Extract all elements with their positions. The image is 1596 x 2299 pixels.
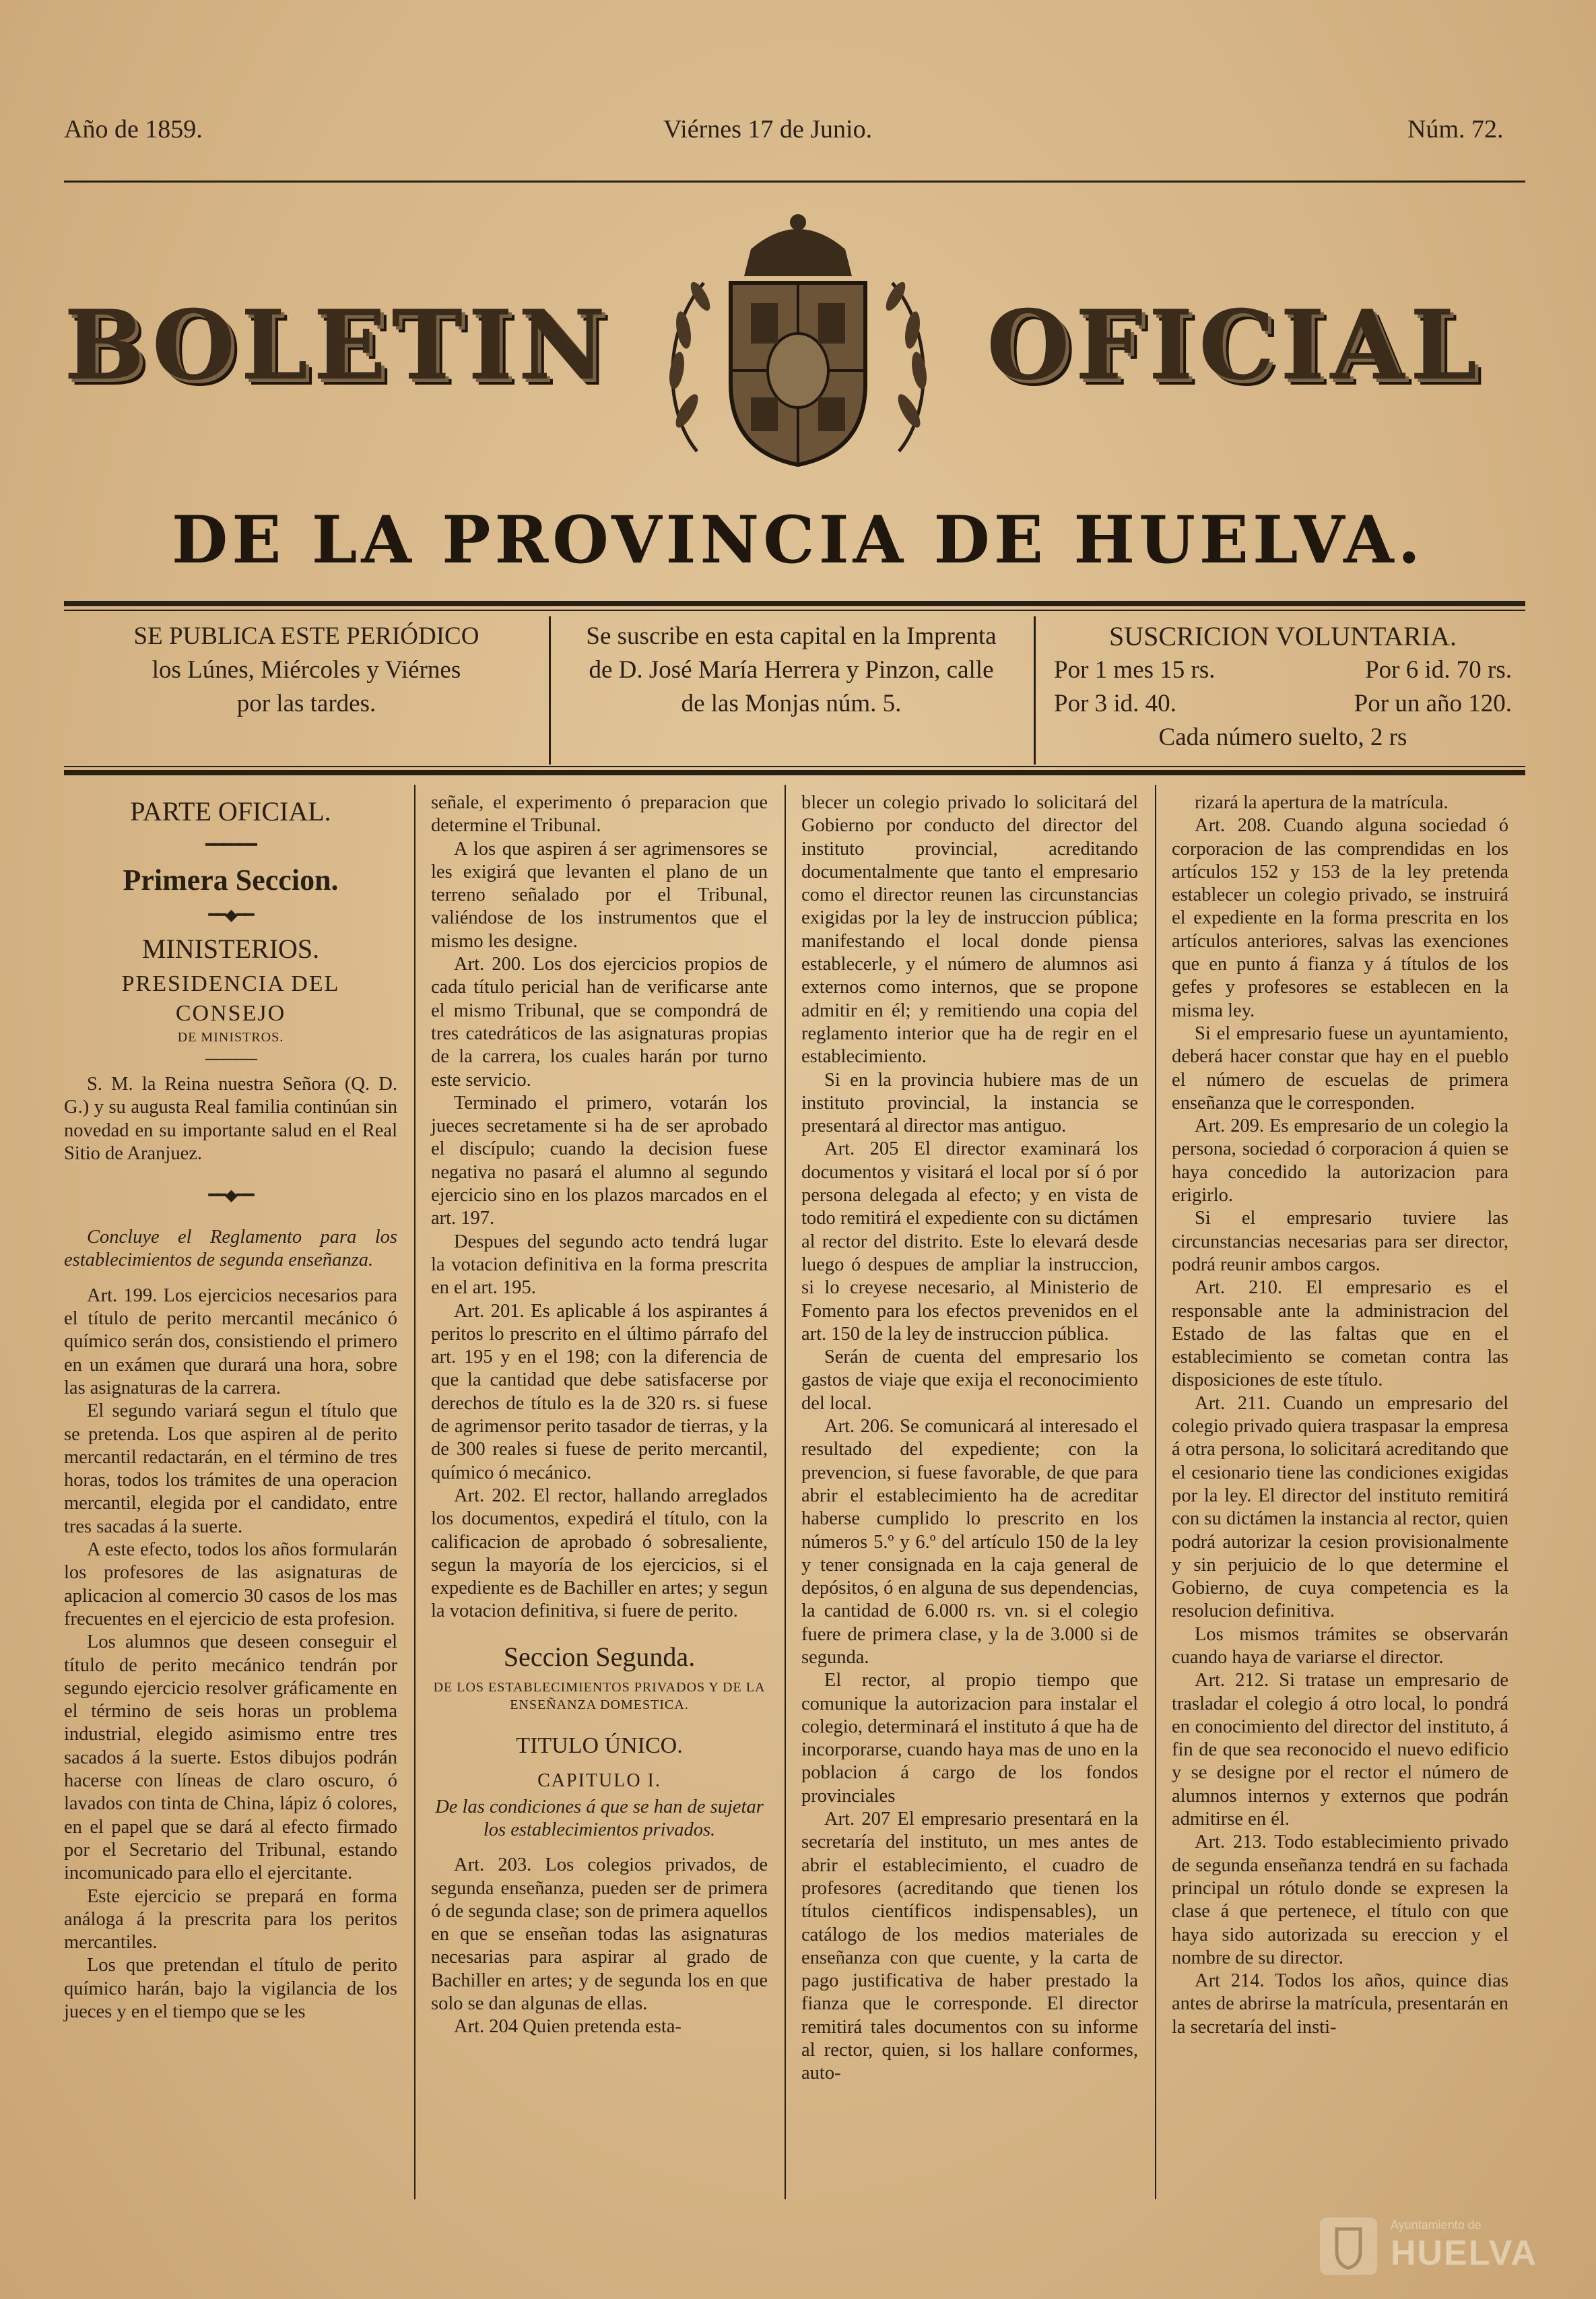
paragraph: Art. 201. Es aplicable á los aspirantes á peritos lo prescrito en el último párrafo del art. 195 y en el 198; con la diferencia de que la cantidad que debe satisfacerse por derechos de título es la de 320 rs. si fuese de agrimensor perito tasador de tierras, y la de 300 reales si fuese de perito mercantil, químico ó mecánico. (431, 1300, 768, 1483)
title-heading: TITULO ÚNICO. (516, 1733, 683, 1758)
paragraph: A este efecto, todos los años formularán los profesores de las asignaturas de aplicacion al comercio 30 casos de los mas frecuentes en el ejercicio de esta profesion. (64, 1539, 397, 1629)
ornament-divider: ━━◆━━ (208, 907, 253, 924)
column-divider (1155, 785, 1156, 2199)
watermark-text: Ayuntamiento de (1391, 2218, 1482, 2232)
paragraph: blecer un colegio privado lo solicitará del Gobierno por conducto del director del instituto provincial, acreditando documentalmente que tanto el empresario como el director reunen las circunstancias exigidas por la ley de instruccion pública; manifestando el local donde piensa establecerle, y el número de alumnos asi externos como internos, que se propone admitir en él; y remitiendo una copia del reglamento interior que ha de regir en el establecimiento. (801, 792, 1138, 1068)
price-cell: Por 3 id. 40. (1054, 690, 1176, 717)
paragraph: Art. 210. El empresario es el responsable ante la administracion del Estado de las faltas que en el establecimiento se cometan contra las disposiciones de este título. (1172, 1277, 1508, 1391)
ornament-divider: ───── (205, 1051, 257, 1068)
subscription-prices (1040, 620, 1525, 765)
paragraph: Art. 199. Los ejercicios necesarios para el título de perito mercantil mecánico ó químico serán dos, consistiendo el primero en un exámen que durará una hora, sobre las asignaturas de la carrera. (64, 1285, 397, 1398)
publication-info-line: por las tardes. (236, 690, 376, 717)
chapter-heading: CAPITULO I. (537, 1770, 661, 1791)
address-line: Se suscribe en esta capital en la Imprenta (586, 622, 997, 650)
paragraph: A los que aspiren á ser agrimensores se les exigirá que levanten el plano de un terreno señalado por el Tribunal, valiéndose de los instrumentos que el mismo les designe. (431, 838, 768, 952)
paragraph: Art. 202. El rector, hallando arreglados los documentos, expedirá el título, con la calificacion de aprobado ó sobresaliente, segun la mayoría de los ejercicios, si el expediente es de Bachiller en artes; y segun la votacion definitiva, si fuere de perito. (431, 1485, 768, 1622)
section-heading: MINISTERIOS. (141, 934, 320, 964)
section-heading: Primera Seccion. (123, 864, 339, 897)
section-heading: PRESIDENCIA DEL CONSEJO (121, 971, 340, 1026)
paragraph: rizará la apertura de la matrícula. (1195, 792, 1449, 813)
masthead-title-left: BOLETIN (64, 290, 611, 401)
year-label: Año de 1859. (64, 115, 203, 143)
chapter-subtitle: De las condiciones á que se han de sujetar los establecimientos privados. (435, 1796, 764, 1840)
paragraph: El segundo variará segun el título que se pretenda. Los que aspiren al de perito mercantil redactarán, en el término de tres horas, todos los trámites de una operacion mercantil, elegida por el candidato, entre tres sacadas á la suerte. (64, 1400, 397, 1537)
top-rule (64, 181, 1525, 183)
price-cell: Por un año 120. (1354, 690, 1512, 717)
section-heading: PARTE OFICIAL. (130, 796, 331, 827)
paragraph: Art. 208. Cuando alguna sociedad ó corporacion de las comprendidas en los artículos 152 y 153 de la ley pretenda establecer un colegio privado, se instruirá el expediente en la forma prescrita en los artículos anteriores, salvas las exenciones que en punto á fianza y á títulos de los gefes y profesores se establecen en la misma ley. (1172, 815, 1508, 1021)
paragraph: Este ejercicio se prepará en forma análoga á la prescrita para los peritos mercantiles. (64, 1885, 397, 1953)
watermark-text: HUELVA (1391, 2234, 1538, 2273)
paragraph: Art. 205 El director examinará los documentos y visitará el local por sí ó por persona delegada al efecto; y en vista de todo remitirá el expediente con su dictámen al rector del distrito. Este lo elevará desde luego ó despues de ampliar la instruccion, si lo creyese necesario, al Ministerio de Fomento para los efectos prevenidos en el art. 150 de la ley de instruccion pública. (801, 1138, 1138, 1345)
masthead-rule-thick (64, 601, 1525, 606)
paragraph: Art. 203. Los colegios privados, de segunda enseñanza, pueden ser de primera ó de segunda clase; son de primera aquellos en que se enseñan todas las asignaturas necesarias para aspirar al grado de Bachiller en artes; y de segunda los en que solo se dan algunas de ellas. (431, 1854, 768, 2015)
paragraph: Art. 209. Es empresario de un colegio la persona, sociedad ó corporacion á quien se haya concedido la autorizacion para erigirlo. (1172, 1115, 1508, 1206)
paragraph: Si el empresario tuviere las circunstancias necesarias para ser director, podrá reunir ambos cargos. (1172, 1208, 1508, 1275)
paragraph: Art. 204 Quien pretenda esta- (454, 2016, 681, 2038)
article-intro: Concluye el Reglamento para los establecimientos de segunda enseñanza. (64, 1227, 397, 1271)
issue-number: Núm. 72. (1407, 115, 1504, 143)
royal-crest-icon (650, 209, 946, 478)
date-label: Viérnes 17 de Junio. (663, 115, 873, 143)
archive-watermark (1317, 2213, 1559, 2280)
section-subheading: DE LOS ESTABLECIMIENTOS PRIVADOS Y DE LA ENSEÑANZA DOMESTICA. (433, 1679, 766, 1712)
column-divider (414, 785, 415, 2199)
address-line: de D. José María Herrera y Pinzon, calle (589, 656, 994, 684)
publication-info-line: SE PUBLICA ESTE PERIÓDICO (133, 622, 479, 650)
price-row (1040, 653, 1525, 687)
section-heading: Seccion Segunda. (503, 1641, 696, 1672)
single-issue-price: Cada número suelto, 2 rs (1158, 723, 1407, 751)
paragraph: Despues del segundo acto tendrá lugar la votacion definitiva en la forma prescrita en el art. 195. (431, 1231, 768, 1299)
price-cell: Por 1 mes 15 rs. (1054, 656, 1216, 684)
paragraph: Los alumnos que deseen conseguir el título de perito mecánico tendrán por segundo ejercicio resolver gráficamente en el término de seis horas un problema industrial, elegido asimismo entre tres sacados á la suerte. Estos dibujos podrán hacerse con líneas de claro oscuro, ó lavados con tinta de China, lápiz ó colores, en el papel que se dará al efecto firmado por el Secretario del Tribunal, estando incomunicado para ello el ejercitante. (64, 1631, 397, 1884)
paragraph: Art. 211. Cuando un empresario del colegio privado quiera traspasar la empresa á otra persona, lo solicitará acreditando que el cesionario tiene las condiciones exigidas por la ley. El director del instituto remitirá con su dictámen la instancia al rector, quien podrá autorizar la cesion provisionalmente y sin perjuicio de lo que determine el Gobierno, de cuya competencia es la resolucion definitiva. (1172, 1392, 1508, 1622)
column-4 (1172, 791, 1508, 2039)
paragraph: Art. 207 El empresario presentará en la secretaría del instituto, un mes antes de abrir el establecimiento, el cuadro de profesores (acreditando que tienen los títulos científicos indispensables), un catálogo de los medios materiales de enseñanza con que cuente, y la carta de pago justificativa de haber prestado la fianza que le corresponde. El director remitirá tales documentos con su informe al rector, quien, si los hallare conformes, auto- (801, 1809, 1138, 2084)
subscription-title: SUSCRICION VOLUNTARIA. (1108, 621, 1457, 651)
publication-info (74, 620, 539, 765)
column-1 (64, 791, 397, 2023)
paragraph: Art. 212. Si tratase un empresario de trasladar el colegio á otro local, lo pondrá en conocimiento del director del instituto, á fin de que sea reconocido el nuevo edificio y se designe por el rector el número de alumnos internos y externos que podrán admitirse en él. (1172, 1670, 1508, 1830)
paragraph: Si en la provincia hubiere mas de un instituto provincial, la instancia se presentará al director mas antiguo. (801, 1069, 1138, 1137)
info-rule-thin (64, 766, 1525, 767)
masthead-title-right: OFICIAL (987, 290, 1483, 401)
column-3 (801, 791, 1138, 2085)
section-subheading: DE MINISTROS. (177, 1030, 284, 1045)
info-rule-thick (64, 770, 1525, 775)
paragraph: Los que pretendan el título de perito químico harán, bajo la vigilancia de los jueces y en el tiempo que se les (64, 1955, 397, 2022)
column-divider (785, 785, 786, 2199)
paragraph: Art. 213. Todo establecimiento privado de segunda enseñanza tendrá en su fachada principal un rótulo donde se expresen la clase á que pertenece, el título con que haya sido autorizada su ereccion y el nombre de su director. (1172, 1832, 1508, 1968)
ornament-divider: ━━◆━━ (208, 1187, 253, 1205)
column-2 (431, 791, 768, 2039)
paragraph: Art 214. Todos los años, quince dias antes de abrirse la matrícula, presentarán en la secretaría del insti- (1172, 1970, 1508, 2038)
paragraph: Art. 200. Los dos ejercicios propios de cada título pericial han de verificarse ante el mismo Tribunal, que se compondrá de tres catedráticos de las asignaturas propias de la carrera, los cuales harán por turno este servicio. (431, 954, 768, 1091)
address-line: de las Monjas núm. 5. (681, 690, 902, 717)
info-divider (1034, 616, 1036, 765)
price-row (1040, 687, 1525, 721)
paragraph: Si el empresario fuese un ayuntamiento, deberá hacer constar que hay en el pueblo el número de escuelas de primera enseñanza que le corresponden. (1172, 1023, 1508, 1113)
paragraph: El rector, al propio tiempo que comunique la autorizacion para instalar el colegio, determinará el instituto á que ha de incorporarse, cuando haya mas de uno en la poblacion á cargo de los fondos provinciales (801, 1670, 1138, 1807)
publication-info-line: los Lúnes, Miércoles y Viérnes (152, 656, 461, 684)
paragraph: S. M. la Reina nuestra Señora (Q. D. G.) y su augusta Real familia continúan sin novedad en su importante salud en el Real Sitio de Aranjuez. (64, 1074, 397, 1164)
subscription-address (556, 620, 1027, 765)
masthead-rule-thin (64, 610, 1525, 611)
city-shield-icon (1317, 2214, 1381, 2278)
info-divider (549, 616, 551, 765)
paragraph: Los mismos trámites se observarán cuando haya de variarse el director. (1172, 1623, 1508, 1668)
paragraph: señale, el experimento ó preparacion que determine el Tribunal. (431, 792, 768, 837)
paragraph: Art. 206. Se comunicará al interesado el resultado del expediente; con la prevencion, si fuese favorable, de que para abrir el establecimiento ha de acreditar haberse cumplido lo prescrito en los números 5.º y 6.º del artículo 150 de la ley y tener consignada en la caja general de depósitos, ó en alguna de sus dependencias, la cantidad de 6.000 rs. vn. si el colegio fuere de primera clase, y la de 3.000 si de segunda. (801, 1416, 1138, 1668)
price-cell: Por 6 id. 70 rs. (1365, 656, 1512, 684)
masthead-subtitle: DE LA PROVINCIA DE HUELVA. (172, 502, 1424, 578)
paragraph: Terminado el primero, votarán los jueces secretamente si ha de ser aprobado el discípulo; cuando la decision fuese negativa no pasará el alumno al segundo ejercicio sino en los plazos marcados en el art. 197. (431, 1092, 768, 1229)
ornament-divider: ━━━━━━ (205, 837, 256, 854)
paragraph: Serán de cuenta del empresario los gastos de viaje que exija el reconocimiento del local. (801, 1347, 1138, 1414)
